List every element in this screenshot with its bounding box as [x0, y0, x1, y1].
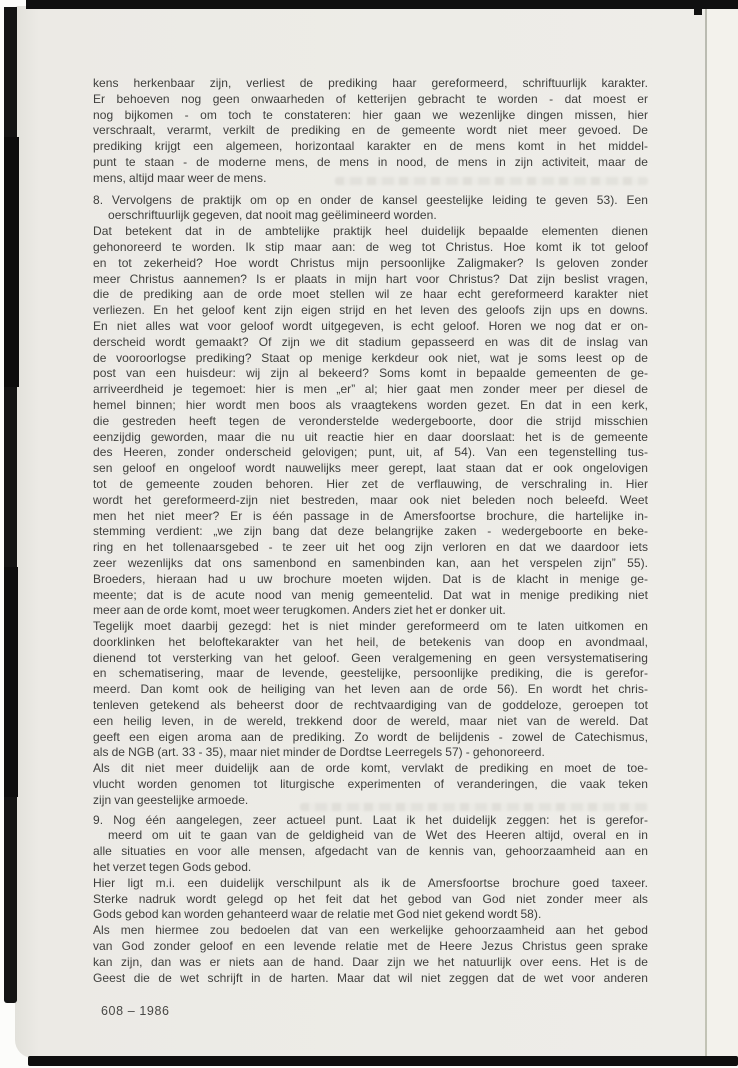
text-line: 9. Nog één aangelegen, zeer actueel punt. Laat ik het duidelijk zeggen: het is gerefor-	[93, 812, 648, 827]
page-edge-strip	[707, 7, 738, 1058]
paragraph-section-9	[93, 813, 648, 987]
text-line: als de NGB (art. 33 - 35), maar niet minder de Dordtse Leerregels 57) - gehonoreerd.	[93, 745, 545, 760]
text-line: alle situaties en voor alle mensen, afgedacht van de kennis van, gehoorzaamheid aan en	[93, 844, 648, 859]
text-line: wordt het gereformeerd-zijn niet bestreden, maar ook niet beleden noch beleefd. Weet	[93, 492, 648, 507]
text-line: meerd om uit te gaan van de geldigheid van de Wet des Heeren altijd, overal en in	[108, 828, 648, 843]
page-edge-line	[705, 7, 707, 1058]
text-line: dienend tot versterking van het geloof. Geen veralgemening en geen versystematisering	[93, 650, 648, 665]
scan-border-top	[26, 0, 738, 9]
text-line: eenzijdig geworden, maar die nu uit reactie hier en daar doorslaat: het is de gemeente	[93, 429, 648, 444]
text-line: post van een huisdeur: wij zijn al bekeerd? Soms komt in bepaalde gemeenten de ge-	[93, 366, 648, 381]
paragraph-continuation	[93, 76, 648, 187]
text-line: de vooroorlogse prediking? Staat op menige kerkdeur ook niet, wat je soms leest op de	[93, 350, 648, 365]
text-line: Geest die de wet schrijft in de harten. Maar dat wil niet zeggen dat de wet voor anderen	[93, 970, 648, 985]
text-line: 8. Vervolgens de praktijk om op en onder de kansel geestelijke leiding te geven 53). Een	[93, 192, 648, 207]
text-line: men het niet meer? Er is één passage in de Amersfoortse brochure, die hartelijke in-	[93, 508, 648, 523]
page-footer: 608 – 1986	[101, 1004, 170, 1018]
text-line: derscheid wordt gemaakt? Of zijn we dit stadium gepasseerd en was dit de inslag van	[93, 334, 648, 349]
text-line: verliezen. En het geloof kent zijn eigen strijd en het leven des geloofs zijn ups en downs.	[93, 303, 648, 318]
text-line: zeer wezenlijks dat ons samenbond en samenbinden kan, aan het verspelen zijn” 55).	[93, 555, 648, 570]
text-line: Er behoeven nog geen onwaarheden of ketterijen gebracht te worden - dat moest er	[93, 91, 648, 106]
text-line: sen geloof en ongeloof wordt nauwelijks meer gerept, laat staan dat er ook ongelovigen	[93, 461, 648, 476]
text-line: meerd. Dan komt ook de heiliging van het leven aan de orde 56). En wordt het chris-	[93, 682, 648, 697]
text-line: tenleven getekend als beheerst door de rechtvaardiging van de goddeloze, geroepen tot	[93, 698, 648, 713]
text-line: die de prediking aan de orde moet stellen wil ze haar echt gereformeerd karakter niet	[93, 287, 648, 302]
text-line: een heilig leven, in de wereld, trekkend door de wereld, maar niet van de wereld. Dat	[93, 713, 648, 728]
text-line: punt te staan - de moderne mens, de mens in nood, de mens in zijn activiteit, maar de	[93, 154, 648, 169]
text-line: Dat betekent dat in de ambtelijke praktijk heel duidelijk bepaalde elementen dienen	[93, 224, 648, 239]
text-line: het verzet tegen Gods gebod.	[93, 860, 252, 875]
text-line: Hier ligt m.i. een duidelijk verschilpunt als ik de Amersfoortse brochure goed taxeer.	[93, 875, 648, 890]
text-line: Sterke nadruk wordt gelegd op het feit dat het gebod van God niet zonder meer als	[93, 891, 648, 906]
text-line: en tot zekerheid? Hoe wordt Christus mijn persoonlijke Zaligmaker? Is geloven zonder	[93, 255, 648, 270]
text-line: doorklinken het beloftekarakter van het heil, de betekenis van doop en avondmaal,	[93, 634, 648, 649]
text-line: kens herkenbaar zijn, verliest de prediking haar gereformeerd, schriftuurlijk karakter.	[93, 76, 648, 90]
text-line: oerschriftuurlijk gegeven, dat nooit mag geëlimineerd worden.	[108, 208, 437, 223]
paragraph-section-8	[93, 193, 648, 809]
text-line: Broeders, hieraan had u uw brochure moeten wijden. Dat is de klacht in menige ge-	[93, 571, 648, 586]
text-line: vlucht worden genomen tot liturgische experimenten of veranderingen, die vaak teken	[93, 777, 648, 792]
text-line: gehonoreerd te worden. Ik stip maar aan: de weg tot Christus. Hoe komt ik tot geloof	[93, 239, 648, 254]
text-line: zijn van geestelijke armoede.	[93, 792, 249, 807]
text-line: geeft een eigen aroma aan de prediking. Zo wordt de belijdenis - zowel de Catechismus,	[93, 729, 648, 744]
text-line: en schematisering, maar de levende, geestelijke, persoonlijke prediking, die is gerefor-	[93, 666, 648, 681]
text-line: die gestreden heeft tegen de veronderstelde wedergeboorte, door die strijd misschien	[93, 413, 648, 428]
scan-border-top-notch	[694, 9, 702, 15]
text-line: verschraalt, verarmt, verkilt de prediking en de gemeente wordt niet meer gevoed. De	[93, 123, 648, 138]
text-line: Tegelijk moet daarbij gezegd: het is niet minder gereformeerd om te laten uitkomen en	[93, 619, 648, 634]
text-line: Als dit niet meer duidelijk aan de orde komt, vervlakt de prediking en moet de toe-	[93, 761, 648, 776]
scan-border-bottom	[28, 1056, 738, 1066]
text-line: nog bijkomen - om toch te constateren: hier gaan we wezenlijke dingen missen, hier	[93, 107, 648, 122]
text-block	[93, 76, 648, 986]
text-line: stemming verdient: „we zijn bang dat deze belangrijke zaken - wedergeboorte en beke-	[93, 524, 648, 539]
text-line: des Heeren, zonder onderscheid gelovigen; punt, uit, af 54). Van een tegenstelling tus-	[93, 445, 648, 460]
text-line: ring en het tollenaarsgebed - te zeer uit het oog zijn verloren en dat we daardoor iets	[93, 540, 648, 555]
text-line: van God zonder geloof en een levende relatie met de Heere Jezus Christus geen sprake	[93, 939, 648, 954]
scan-border-left	[4, 7, 17, 1003]
text-line: mens, altijd maar weer de mens.	[93, 170, 267, 185]
text-line: hemel binnen; hier wordt men boos als vraagtekens worden gezet. En dat in een kerk,	[93, 397, 648, 412]
text-line: prediking krijgt een algemeen, horizontaal karakter en de mens komt in het middel-	[93, 139, 648, 154]
text-line: tot de gemeente zouden behoren. Hier zet de verflauwing, de verschraling in. Hier	[93, 476, 648, 491]
text-line: En niet alles wat voor geloof wordt uitgegeven, is echt geloof. Horen we nog dat er on-	[93, 318, 648, 333]
text-line: Als men hiermee zou bedoelen dat van een werkelijke gehoorzaamheid aan het gebod	[93, 923, 648, 938]
text-line: meer aan de orde komt, moet weer terugkomen. Anders ziet het er donker uit.	[93, 603, 506, 618]
text-line: meente; dat is de acute nood van menig gemeentelid. Dat wat in menige prediking niet	[93, 587, 648, 602]
text-line: Gods gebod kan worden gehanteerd waar de relatie met God niet gekend wordt 58).	[93, 907, 542, 922]
text-line: meer Christus aannemen? Is er plaats in mijn hart voor Christus? Dat zijn beslist vragen,	[93, 271, 648, 286]
text-line: arriveerdheid je tegemoet: hier is men „er” al; hier gaat men zonder meer per diesel de	[93, 382, 648, 397]
text-line: kan zijn, dan was er niets aan de hand. Daar zijn we het natuurlijk over eens. Het is de	[93, 954, 648, 969]
